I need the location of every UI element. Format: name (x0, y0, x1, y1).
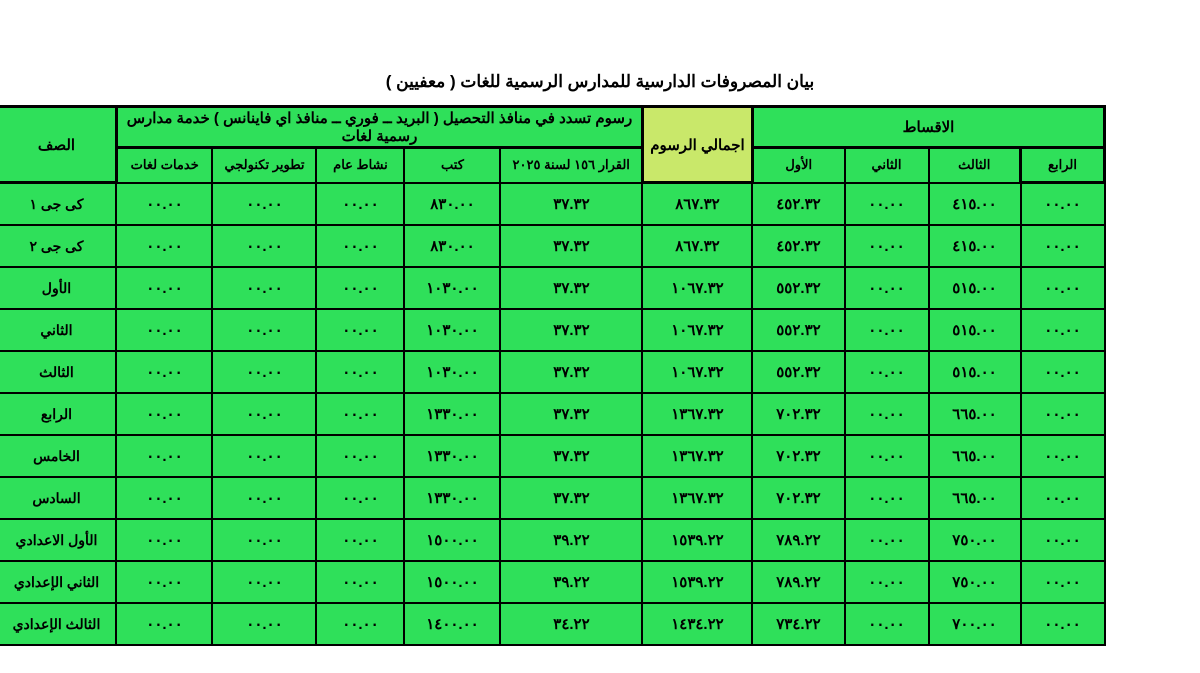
cell-decision: ٣٧.٣٢ (500, 225, 642, 267)
header-group-collection: رسوم تسدد في منافذ التحصيل ( البريد ــ فوري ــ منافذ اي فاينانس ) خدمة مدارس رسمية لغات (116, 107, 642, 148)
column-header-q3: الثالث (929, 148, 1021, 183)
cell-grade: كى جى ١ (0, 183, 116, 226)
cell-q4: ٠٠.٠٠ (1021, 225, 1105, 267)
cell-activity: ٠٠.٠٠ (316, 309, 404, 351)
cell-q1: ٧٣٤.٢٢ (752, 603, 844, 645)
cell-activity: ٠٠.٠٠ (316, 225, 404, 267)
cell-q3: ٦٦٥.٠٠ (929, 393, 1021, 435)
cell-q1: ٥٥٢.٣٢ (752, 267, 844, 309)
cell-languages: ٠٠.٠٠ (116, 603, 212, 645)
cell-activity: ٠٠.٠٠ (316, 603, 404, 645)
table-row (0, 225, 1105, 267)
cell-books: ١٣٣٠.٠٠ (404, 435, 500, 477)
cell-languages: ٠٠.٠٠ (116, 393, 212, 435)
column-header-activity: نشاط عام (316, 148, 404, 183)
table-header-group-row (0, 107, 1105, 148)
cell-q1: ٧٨٩.٢٢ (752, 519, 844, 561)
cell-books: ١٤٠٠.٠٠ (404, 603, 500, 645)
cell-q2: ٠٠.٠٠ (845, 393, 929, 435)
cell-decision: ٣٧.٣٢ (500, 435, 642, 477)
cell-languages: ٠٠.٠٠ (116, 309, 212, 351)
cell-languages: ٠٠.٠٠ (116, 435, 212, 477)
cell-activity: ٠٠.٠٠ (316, 519, 404, 561)
column-header-decision: القرار ١٥٦ لسنة ٢٠٢٥ (500, 148, 642, 183)
cell-q4: ٠٠.٠٠ (1021, 393, 1105, 435)
cell-books: ١٠٣٠.٠٠ (404, 309, 500, 351)
cell-q1: ٥٥٢.٣٢ (752, 309, 844, 351)
cell-tech: ٠٠.٠٠ (212, 267, 316, 309)
cell-activity: ٠٠.٠٠ (316, 561, 404, 603)
cell-languages: ٠٠.٠٠ (116, 183, 212, 226)
cell-q2: ٠٠.٠٠ (845, 561, 929, 603)
cell-grade: الرابع (0, 393, 116, 435)
cell-total: ١٠٦٧.٣٢ (642, 267, 752, 309)
cell-books: ١٠٣٠.٠٠ (404, 351, 500, 393)
cell-q2: ٠٠.٠٠ (845, 225, 929, 267)
cell-grade: الأول الاعدادي (0, 519, 116, 561)
cell-q2: ٠٠.٠٠ (845, 477, 929, 519)
column-header-tech: تطوير تكنولجي (212, 148, 316, 183)
cell-books: ٨٣٠.٠٠ (404, 225, 500, 267)
header-group-installments: الاقساط (752, 107, 1104, 148)
column-header-q2: الثاني (845, 148, 929, 183)
cell-q3: ٦٦٥.٠٠ (929, 477, 1021, 519)
cell-decision: ٣٩.٢٢ (500, 519, 642, 561)
cell-tech: ٠٠.٠٠ (212, 477, 316, 519)
cell-q3: ٥١٥.٠٠ (929, 351, 1021, 393)
cell-decision: ٣٧.٣٢ (500, 183, 642, 226)
cell-languages: ٠٠.٠٠ (116, 477, 212, 519)
table-header (0, 107, 1105, 183)
cell-q3: ٦٦٥.٠٠ (929, 435, 1021, 477)
column-header-books: كتب (404, 148, 500, 183)
cell-languages: ٠٠.٠٠ (116, 351, 212, 393)
cell-q1: ٤٥٢.٣٢ (752, 225, 844, 267)
table-row (0, 309, 1105, 351)
cell-grade: الثالث الإعدادي (0, 603, 116, 645)
table-row (0, 477, 1105, 519)
cell-total: ١٥٣٩.٢٢ (642, 561, 752, 603)
table-row (0, 519, 1105, 561)
cell-books: ١٥٠٠.٠٠ (404, 561, 500, 603)
header-group-total: اجمالي الرسوم (642, 107, 752, 183)
cell-q4: ٠٠.٠٠ (1021, 351, 1105, 393)
cell-decision: ٣٧.٣٢ (500, 267, 642, 309)
cell-books: ٨٣٠.٠٠ (404, 183, 500, 226)
cell-grade: كى جى ٢ (0, 225, 116, 267)
cell-decision: ٣٤.٢٢ (500, 603, 642, 645)
cell-q1: ٧٠٢.٣٢ (752, 435, 844, 477)
cell-q1: ٧٠٢.٣٢ (752, 393, 844, 435)
cell-q4: ٠٠.٠٠ (1021, 477, 1105, 519)
cell-total: ١٠٦٧.٣٢ (642, 309, 752, 351)
cell-total: ١٣٦٧.٣٢ (642, 393, 752, 435)
cell-q3: ٥١٥.٠٠ (929, 309, 1021, 351)
cell-tech: ٠٠.٠٠ (212, 435, 316, 477)
table-body (0, 183, 1105, 646)
cell-activity: ٠٠.٠٠ (316, 393, 404, 435)
cell-languages: ٠٠.٠٠ (116, 561, 212, 603)
cell-decision: ٣٧.٣٢ (500, 309, 642, 351)
cell-decision: ٣٩.٢٢ (500, 561, 642, 603)
cell-tech: ٠٠.٠٠ (212, 393, 316, 435)
cell-q4: ٠٠.٠٠ (1021, 183, 1105, 226)
cell-q4: ٠٠.٠٠ (1021, 519, 1105, 561)
cell-grade: السادس (0, 477, 116, 519)
cell-tech: ٠٠.٠٠ (212, 603, 316, 645)
cell-tech: ٠٠.٠٠ (212, 519, 316, 561)
page-title: بيان المصروفات الدارسية للمدارس الرسمية للغات ( معفيين ) (385, 72, 815, 91)
cell-q3: ٧٥٠.٠٠ (929, 519, 1021, 561)
cell-activity: ٠٠.٠٠ (316, 183, 404, 226)
cell-books: ١٣٣٠.٠٠ (404, 393, 500, 435)
cell-tech: ٠٠.٠٠ (212, 225, 316, 267)
fees-table-container (12, 105, 1106, 646)
table-header-columns-row (0, 148, 1105, 183)
cell-q2: ٠٠.٠٠ (845, 351, 929, 393)
cell-activity: ٠٠.٠٠ (316, 477, 404, 519)
cell-q1: ٧٨٩.٢٢ (752, 561, 844, 603)
cell-q4: ٠٠.٠٠ (1021, 435, 1105, 477)
cell-books: ١٣٣٠.٠٠ (404, 477, 500, 519)
table-row (0, 267, 1105, 309)
cell-tech: ٠٠.٠٠ (212, 309, 316, 351)
table-row (0, 393, 1105, 435)
cell-q3: ٤١٥.٠٠ (929, 225, 1021, 267)
cell-books: ١٠٣٠.٠٠ (404, 267, 500, 309)
table-row (0, 351, 1105, 393)
column-header-q1: الأول (752, 148, 844, 183)
cell-grade: الأول (0, 267, 116, 309)
cell-q4: ٠٠.٠٠ (1021, 561, 1105, 603)
cell-q1: ٧٠٢.٣٢ (752, 477, 844, 519)
cell-activity: ٠٠.٠٠ (316, 435, 404, 477)
cell-activity: ٠٠.٠٠ (316, 267, 404, 309)
cell-q2: ٠٠.٠٠ (845, 435, 929, 477)
cell-total: ٨٦٧.٣٢ (642, 225, 752, 267)
cell-tech: ٠٠.٠٠ (212, 183, 316, 226)
cell-q1: ٥٥٢.٣٢ (752, 351, 844, 393)
header-group-grade: الصف (0, 107, 116, 183)
cell-grade: الثاني الإعدادي (0, 561, 116, 603)
cell-q3: ٧٠٠.٠٠ (929, 603, 1021, 645)
column-header-q4: الرابع (1021, 148, 1105, 183)
table-row (0, 603, 1105, 645)
cell-grade: الخامس (0, 435, 116, 477)
cell-q4: ٠٠.٠٠ (1021, 267, 1105, 309)
cell-q3: ٤١٥.٠٠ (929, 183, 1021, 226)
table-row (0, 183, 1105, 226)
cell-q2: ٠٠.٠٠ (845, 183, 929, 226)
cell-decision: ٣٧.٣٢ (500, 393, 642, 435)
cell-grade: الثاني (0, 309, 116, 351)
cell-decision: ٣٧.٣٢ (500, 477, 642, 519)
cell-total: ١٠٦٧.٣٢ (642, 351, 752, 393)
cell-tech: ٠٠.٠٠ (212, 351, 316, 393)
cell-languages: ٠٠.٠٠ (116, 267, 212, 309)
cell-books: ١٥٠٠.٠٠ (404, 519, 500, 561)
table-row (0, 561, 1105, 603)
table-row (0, 435, 1105, 477)
cell-total: ١٣٦٧.٣٢ (642, 435, 752, 477)
cell-q4: ٠٠.٠٠ (1021, 603, 1105, 645)
cell-q1: ٤٥٢.٣٢ (752, 183, 844, 226)
cell-q3: ٥١٥.٠٠ (929, 267, 1021, 309)
cell-decision: ٣٧.٣٢ (500, 351, 642, 393)
cell-tech: ٠٠.٠٠ (212, 561, 316, 603)
fees-table (0, 105, 1106, 646)
cell-q4: ٠٠.٠٠ (1021, 309, 1105, 351)
cell-total: ١٣٦٧.٣٢ (642, 477, 752, 519)
cell-total: ٨٦٧.٣٢ (642, 183, 752, 226)
cell-activity: ٠٠.٠٠ (316, 351, 404, 393)
cell-q2: ٠٠.٠٠ (845, 603, 929, 645)
cell-q3: ٧٥٠.٠٠ (929, 561, 1021, 603)
cell-languages: ٠٠.٠٠ (116, 225, 212, 267)
cell-languages: ٠٠.٠٠ (116, 519, 212, 561)
cell-total: ١٤٣٤.٢٢ (642, 603, 752, 645)
cell-q2: ٠٠.٠٠ (845, 309, 929, 351)
cell-total: ١٥٣٩.٢٢ (642, 519, 752, 561)
column-header-languages: خدمات لغات (116, 148, 212, 183)
cell-q2: ٠٠.٠٠ (845, 519, 929, 561)
cell-grade: الثالث (0, 351, 116, 393)
cell-q2: ٠٠.٠٠ (845, 267, 929, 309)
